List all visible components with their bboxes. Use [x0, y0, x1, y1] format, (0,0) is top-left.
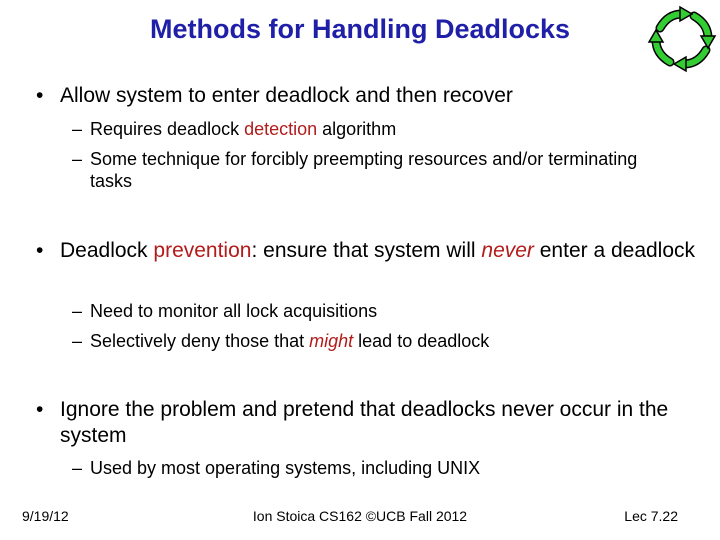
- deadlock-cycle-arrows-icon: [646, 4, 718, 74]
- footer-credit: Ion Stoica CS162 ©UCB Fall 2012: [252, 508, 468, 524]
- slide-title: Methods for Handling Deadlocks: [149, 14, 571, 44]
- bullet-recover: [36, 83, 696, 109]
- text-run: Requires deadlock: [90, 119, 245, 139]
- bullet-text: [60, 238, 696, 264]
- sub-bullet-text: Some technique for forcibly preempting resources and/or terminating tasks: [90, 149, 638, 191]
- bullet-marker: •: [36, 239, 44, 262]
- bullet-prevention: [36, 238, 696, 264]
- emphasis-prevention: prevention: [153, 239, 252, 262]
- sub-bullet-marker: –: [72, 458, 83, 478]
- text-run: algorithm: [317, 119, 397, 139]
- footer-page-number: Lec 7.22: [624, 508, 678, 524]
- bullet-text: Ignore the problem and pretend that deadlocks never occur in the system: [60, 398, 669, 447]
- emphasis-detection: detection: [244, 119, 318, 139]
- footer-date: 9/19/12: [22, 508, 69, 524]
- bullet-marker: •: [36, 398, 44, 421]
- text-run: Deadlock: [60, 239, 154, 262]
- sub-bullet-marker: –: [72, 301, 83, 321]
- sub-bullet-text: [90, 118, 672, 140]
- sub-bullet-detection: [72, 118, 672, 140]
- text-run: Selectively deny those that: [90, 331, 310, 351]
- sub-bullet-marker: –: [72, 119, 83, 139]
- sub-bullet-text: Used by most operating systems, including UNIX: [90, 458, 481, 478]
- text-run: enter a deadlock: [533, 239, 696, 262]
- sub-bullet-deny: [72, 330, 672, 352]
- sub-bullet-text: Need to monitor all lock acquisitions: [90, 301, 378, 321]
- text-run: : ensure that system will: [251, 239, 482, 262]
- sub-bullet-text: [90, 330, 672, 352]
- bullet-marker: •: [36, 84, 44, 107]
- sub-bullet-unix: [72, 457, 672, 479]
- bullet-ignore: [36, 397, 696, 449]
- sub-bullet-marker: –: [72, 149, 83, 169]
- sub-bullet-marker: –: [72, 331, 83, 351]
- emphasis-never: never: [481, 239, 534, 262]
- sub-bullet-monitor: [72, 300, 672, 322]
- text-run: lead to deadlock: [353, 331, 490, 351]
- sub-bullet-preempting: [72, 148, 672, 192]
- emphasis-might: might: [309, 331, 354, 351]
- bullet-text: Allow system to enter deadlock and then recover: [60, 84, 513, 107]
